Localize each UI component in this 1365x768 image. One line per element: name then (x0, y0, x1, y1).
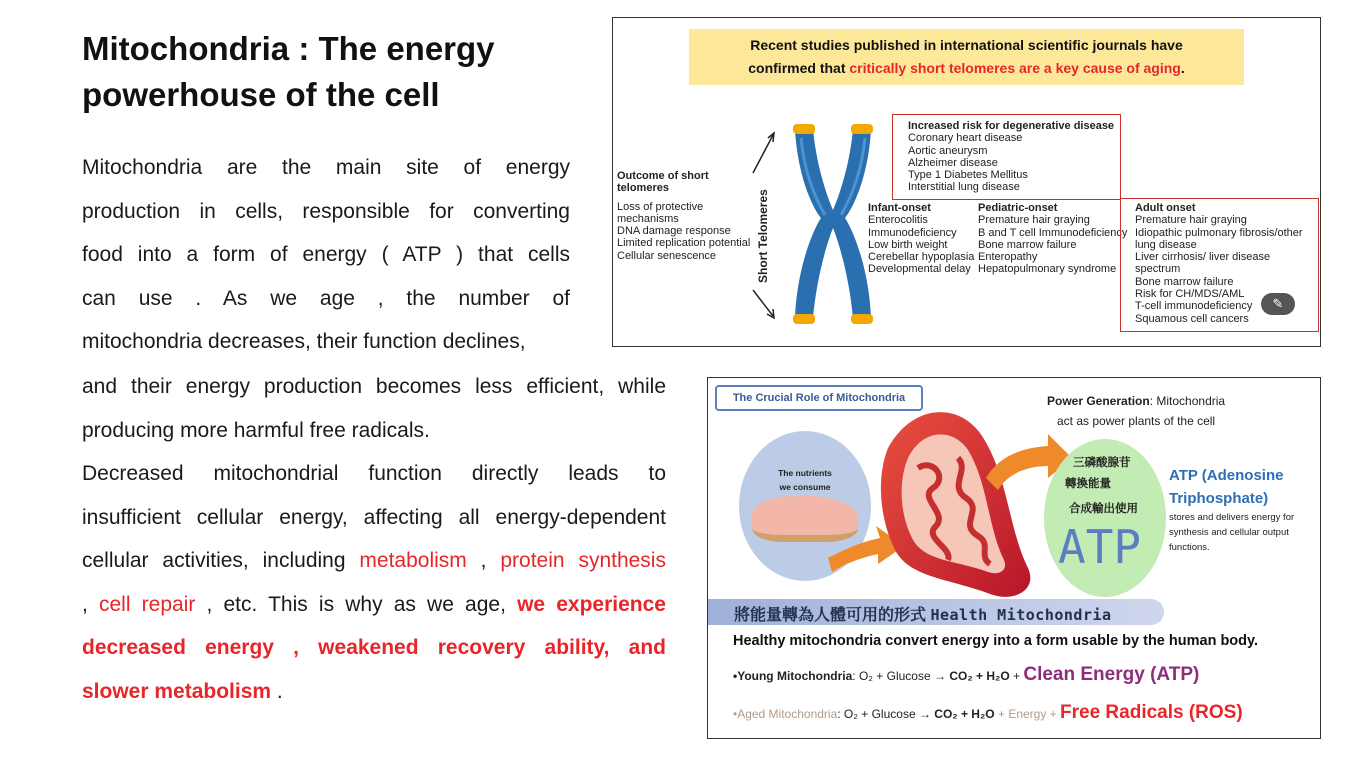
crucial-role-label: The Crucial Role of Mitochondria (715, 385, 923, 411)
degenerative-list: Increased risk for degenerative disease Coronary heart disease Aortic aneurysm Alzheimer disease Type 1 Diabetes Mellitus Interstitial lung disease (908, 120, 1115, 194)
text-line: cellular activities, including metabolism , protein synthesis (82, 549, 666, 572)
telomere-banner: Recent studies published in international scientific journals have confirmed that critically short telomeres are a key cause of aging. (689, 29, 1244, 85)
young-mitochondria-equation: •Young Mitochondria: O₂ + Glucose → CO₂ + H₂O + Clean Energy (ATP) (733, 664, 1200, 685)
short-telomeres-label: Short Telomeres (756, 189, 770, 283)
text-line: producing more harmful free radicals. (82, 418, 430, 442)
atp-chinese-line2: 轉換能量 (1065, 478, 1111, 490)
text-line: slower metabolism . (82, 679, 283, 703)
magic-wand-icon[interactable]: ✎ (1261, 293, 1295, 315)
healthy-statement: Healthy mitochondria convert energy into a form usable by the human body. (733, 633, 1259, 649)
atp-title: ATP (Adenosine Triphosphate) (1169, 467, 1284, 507)
telomere-figure (612, 17, 1321, 347)
atp-chinese-line1: 三磷酸腺苷 (1073, 457, 1131, 469)
paragraph-intro (82, 146, 570, 364)
paragraph-decline (82, 365, 666, 713)
atp-big-label: ATP (1058, 520, 1142, 574)
highlight-cell-repair: cell repair (98, 592, 196, 616)
text-line: , cell repair , etc. This is why as we age, we experience (82, 592, 666, 616)
strip-text: 將能量轉為人體可用的形式 Health Mitochondria (734, 606, 1112, 624)
text-line: mitochondria decreases, their function declines, (82, 330, 526, 353)
highlight-metabolism: metabolism (359, 549, 467, 572)
slide-title: Mitochondria : The energy powerhouse of the cell (82, 30, 495, 113)
text-line: and their energy production becomes less efficient, while (82, 375, 666, 398)
pediatric-onset-list: Pediatric-onset Premature hair graying B and T cell Immunodeficiency Bone marrow failure Enteropathy Hepatopulmonary syndrome (978, 202, 1128, 276)
text-line: Mitochondria are the main site of energy (82, 156, 570, 179)
atp-description: stores and delivers energy for synthesis and cellular output functions. (1169, 512, 1295, 553)
outcome-block: Outcome of short telomeres Loss of protective mechanisms DNA damage response Limited replication potential Cellular senescence (617, 170, 751, 262)
text-line: food into a form of energy ( ATP ) that cells (82, 243, 570, 266)
nutrients-label: The nutrients we consume (778, 468, 832, 492)
highlight-protein-synthesis: protein synthesis (500, 549, 666, 572)
adult-onset-list: Adult onset Premature hair graying Idiopathic pulmonary fibrosis/other lung disease Liver cirrhosis/ liver disease spectrum Bone marrow failure Risk for CH/MDS/AML T-cell immunodeficiency Squamous cell cancers (1135, 202, 1303, 325)
text-line: decreased energy , weakened recovery ability, and (82, 636, 666, 659)
text-line: Decreased mitochondrial function directly leads to (82, 462, 666, 485)
infant-onset-list: Infant-onset Enterocolitis Immunodeficiency Low birth weight Cerebellar hypoplasia Developmental delay (868, 202, 975, 276)
text-line: production in cells, responsible for converting (82, 199, 570, 223)
atp-chinese-line3: 合成輸出使用 (1069, 503, 1138, 515)
text-line: can use . As we age , the number of (82, 286, 570, 310)
power-generation-text: Power Generation: Mitochondria (1047, 394, 1226, 408)
mitochondria-figure (707, 377, 1321, 739)
text-line: insufficient cellular energy, affecting all energy-dependent (82, 505, 666, 529)
aged-mitochondria-equation: •Aged Mitochondria: O₂ + Glucose → CO₂ + H₂O + Energy + Free Radicals (ROS) (733, 702, 1243, 723)
power-generation-line2: act as power plants of the cell (1057, 414, 1216, 428)
